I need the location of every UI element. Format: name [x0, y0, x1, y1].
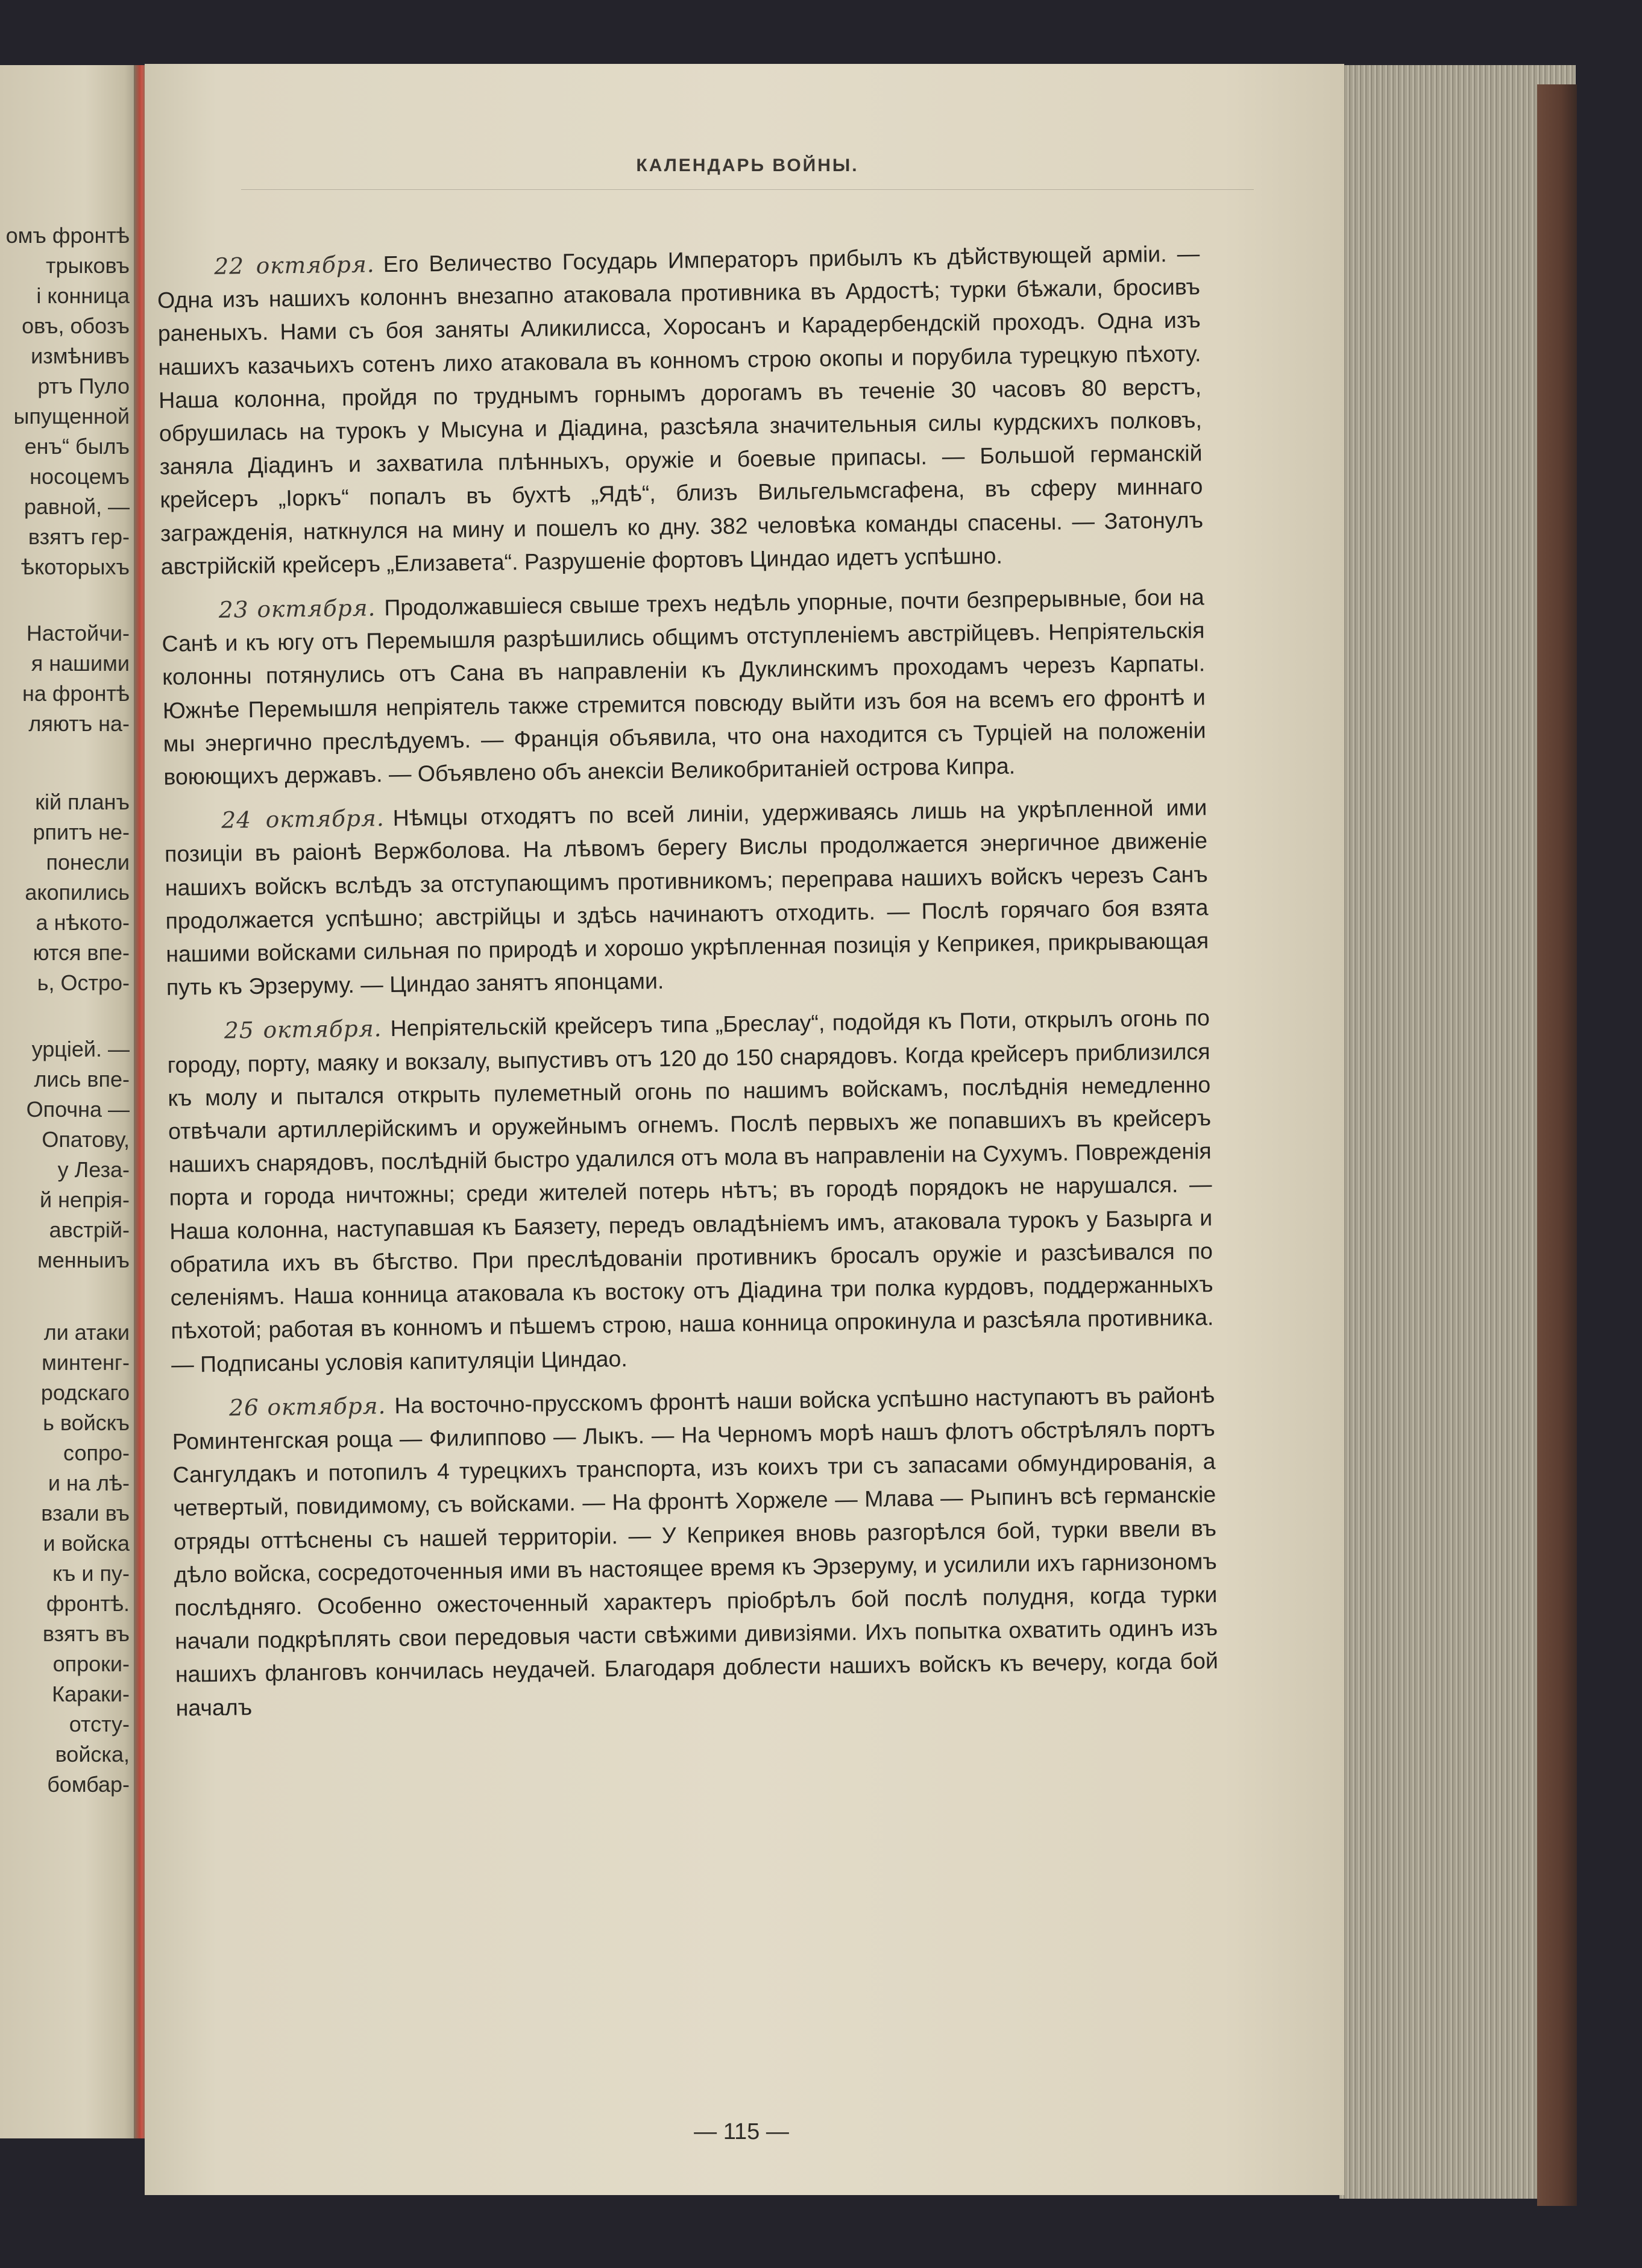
left-page-line: ляютъ на-: [28, 711, 130, 736]
left-page-line: войска,: [55, 1742, 130, 1767]
left-page-line: отсту-: [69, 1712, 130, 1736]
entry-text: Непріятельскій крейсеръ типа „Бреслау“, подойдя къ Поти, открылъ огонь по городу, порту, маяку и вокзалу, выпустивъ отъ 120 до 150 снарядовъ. Когда крейсеръ приблизился къ молу и пытался открыть пулеметный огонь по нашимъ войскамъ, послѣднія немедленно отвѣчали артиллерійскимъ и оружейнымъ огнемъ. Послѣ первыхъ же попавшихъ въ крейсеръ нашихъ снарядовъ, послѣдній быстро удалился отъ мола въ направленіи на Сухумъ. Поврежденія порта и города ничтожны; среди жителей потерь нѣтъ; въ городѣ порядокъ не нарушался. — Наша колонна, наступавшая къ Баязету, передъ овладѣніемъ имъ, атаковала турокъ у Базырга и обратила ихъ въ бѣгство. При преслѣдованіи противникъ бросалъ оружіе и разсѣивался по селеніямъ. Наша конница атаковала къ востоку отъ Діадина три полка курдовъ, поддержанныхъ пѣхотой; работая въ конномъ и пѣшемъ строю, наша конница опрокинула и разсѣяла противника. — Подписаны условія капитуляціи Циндао.: [167, 1005, 1214, 1377]
entry-date: 25 октября.: [224, 1015, 382, 1044]
page-number: — 115 —: [694, 2119, 789, 2144]
entry-text: Его Величество Государь Императоръ прибылъ къ дѣйствующей арміи. — Одна изъ нашихъ колоннъ внезапно атаковала противника въ Ардостѣ; турки бѣжали, бросивъ раненыхъ. Нами съ боя заняты Аликилисса, Хоросанъ и Карадербендскій проходъ. Одна изъ нашихъ казачьихъ сотенъ лихо атаковала въ конномъ строю окопы и порубила турецкую пѣхоту. Наша колонна, пройдя по труднымъ горнымъ дорогамъ въ теченіе 30 часовъ 80 верстъ, обрушилась на турокъ у Мысуна и Діадина, разсѣяла значительныя силы курдскихъ полковъ, заняла Діадинъ и захватила плѣнныхъ, оружіе и боевые припасы. — Большой германскій крейсеръ „Іоркъ“ попалъ въ бухтѣ „Ядѣ“, близъ Вильгельмсгафена, въ сферу миннаго загражденія, наткнулся на мину и пошелъ ко дну. 382 человѣка команды спасены. — Затонулъ австрійскій крейсеръ „Елизавета“. Разрушеніе фортовъ Циндао идетъ успѣшно.: [157, 240, 1204, 579]
left-page-line: австрій-: [49, 1217, 130, 1242]
left-page-line: менныиъ: [37, 1248, 130, 1272]
left-page-line: а нѣкото-: [36, 910, 130, 935]
left-page-edge: [0, 65, 142, 2138]
calendar-entry: [167, 1002, 1215, 1381]
calendar-entry: [164, 791, 1209, 1005]
left-page-line: ыпущенной: [13, 404, 130, 429]
left-page-line: і конница: [36, 283, 130, 308]
calendar-entry: [172, 1378, 1219, 1725]
left-page-line: опроки-: [52, 1651, 130, 1676]
book-cover-edge: [1537, 84, 1577, 2206]
left-page-line: ртъ Пуло: [37, 374, 130, 398]
left-page-line: урціей. —: [31, 1037, 130, 1061]
left-page-line: омъ фронтѣ: [5, 223, 130, 248]
entry-date: 24 октября.: [221, 805, 385, 834]
left-page-line: взятъ въ: [42, 1621, 130, 1646]
left-page-line: минтенг-: [42, 1350, 130, 1375]
left-page-line: овъ, обозъ: [22, 313, 130, 338]
entry-date: 26 октября.: [228, 1392, 386, 1421]
entry-date: 22 октября.: [214, 251, 375, 280]
left-page-line: равной, —: [24, 494, 130, 519]
left-page-line: фронтѣ.: [46, 1591, 130, 1616]
main-page: [145, 64, 1344, 2195]
left-page-line: у Леза-: [57, 1157, 130, 1182]
entry-text: Нѣмцы отходятъ по всей линіи, удерживаясь лишь на укрѣпленной ими позиціи въ раіонѣ Вержболова. На лѣвомъ берегу Вислы продолжается энергичное движеніе нашихъ войскъ вслѣдъ за отступающимъ противникомъ; переправа нашихъ войскъ черезъ Санъ продолжается успѣшно; австрійцы и здѣсь начинаютъ отходить. — Послѣ горячаго боя взята нашими войсками сильная по природѣ и хорошо укрѣпленная позиція у Кеприкея, прикрывающая путь къ Эрзеруму. — Циндао занятъ японцами.: [164, 794, 1209, 1000]
calendar-entry: [161, 580, 1206, 794]
left-page-line: родскаго: [40, 1380, 130, 1405]
left-page-line: акопились: [25, 880, 130, 905]
left-page-line: взали въ: [41, 1501, 130, 1525]
left-page-line: ь войскъ: [43, 1410, 130, 1435]
entry-date: 23 октября.: [218, 594, 376, 623]
left-page-line: къ и пу-: [52, 1561, 130, 1586]
running-head: КАЛЕНДАРЬ ВОЙНЫ.: [636, 155, 859, 175]
left-page-line: и войска: [43, 1531, 130, 1556]
left-page-line: на фронтѣ: [22, 681, 130, 706]
calendar-entry: [157, 237, 1204, 583]
left-page-line: измѣнивъ: [31, 344, 130, 368]
left-page-line: ли атаки: [43, 1320, 130, 1345]
left-page-line: понесли: [46, 850, 130, 875]
left-page-line: Караки-: [52, 1682, 130, 1706]
left-page-line: лись впе-: [34, 1067, 130, 1092]
left-page-line: и на лѣ-: [48, 1471, 130, 1495]
left-page-line: трыковъ: [46, 253, 130, 278]
left-page-line: бомбар-: [47, 1772, 130, 1797]
left-page-line: Опатову,: [42, 1127, 130, 1152]
left-page-line: ѣкоторыхъ: [21, 554, 130, 579]
page-text: [157, 237, 1219, 1735]
left-page-line: сопро-: [63, 1440, 130, 1465]
left-page-line: й непрія-: [39, 1187, 130, 1212]
left-page-line: рпитъ не-: [33, 820, 130, 844]
entry-text: Продолжавшіеся свыше трехъ недѣль упорные, почти безпрерывные, бои на Санѣ и къ югу отъ Перемышля разрѣшились общимъ отступленіемъ австрійцевъ. Непріятельскія колонны потянулись отъ Сана въ направленіи къ Дуклинскимъ проходамъ черезъ Карпаты. Южнѣе Перемышля непріятель также стремится повсюду выйти изъ боя на всемъ его фронтѣ и мы энергично преслѣдуемъ. — Франція объявила, что она находится съ Турціей на положеніи воюющихъ державъ. — Объявлено объ анексіи Великобританіей острова Кипра.: [162, 584, 1206, 790]
left-page-line: енъ“ былъ: [24, 434, 130, 459]
left-page-line: ь, Остро-: [37, 970, 130, 995]
header-rule: [241, 189, 1254, 190]
left-page-line: ются впе-: [33, 940, 130, 965]
left-page-line: я нашими: [31, 651, 130, 676]
left-page-line: Опочна —: [26, 1097, 130, 1122]
left-page-line: взятъ гер-: [28, 524, 130, 549]
entry-text: На восточно-прусскомъ фронтѣ наши войска успѣшно наступаютъ въ районѣ Роминтенгская роща — Филиппово — Лыкъ. — На Черномъ морѣ нашъ флотъ обстрѣлялъ портъ Сангулдакъ и потопилъ 4 турецкихъ транспорта, изъ коихъ три съ запасами обмундированія, а четвертый, повидимому, съ войсками. — На фронтѣ Хоржеле — Млава — Рыпинъ всѣ германскіе отряды оттѣснены съ нашей территоріи. — У Кеприкея вновь разгорѣлся бой, турки ввели въ дѣло войска, сосредоточенныя ими въ настоящее время къ Эрзеруму, и усилили ихъ гарнизономъ послѣдняго. Особенно ожесточенный характеръ пріобрѣлъ бой послѣ полудня, когда турки начали подкрѣплять свои передовыя части свѣжими дивизіями. Ихъ попытка охватить одинъ изъ нашихъ фланговъ кончилась неудачей. Благодаря доблести нашихъ войскъ къ вечеру, когда бой началъ: [172, 1381, 1219, 1721]
left-page-line: носоцемъ: [30, 464, 130, 489]
left-page-line: кій планъ: [35, 790, 130, 814]
left-page-line: Настойчи-: [26, 621, 130, 646]
